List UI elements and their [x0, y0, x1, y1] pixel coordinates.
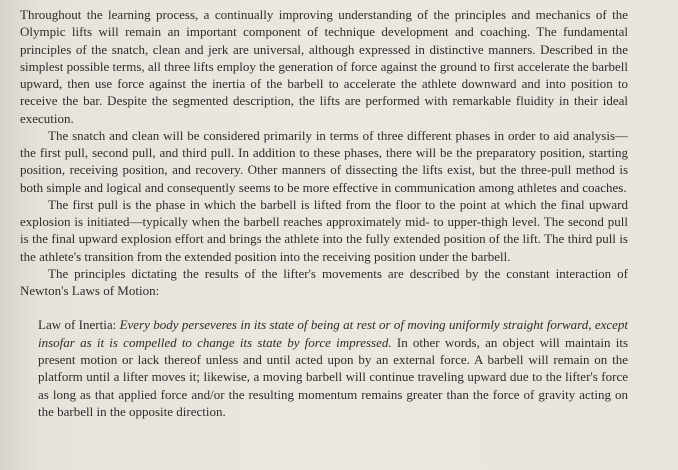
paragraph-pulls: The first pull is the phase in which the barbell is lifted from the floor to the point at which the final upward explosion is initiated—typically when the barbell reaches approximately mid- to upper-thigh level. The second pull is the final upward explosion effort and brings the athlete into the fully extended position of the lift. The third pull is the athlete's transition from the extended position into the receiving position under the barbell.	[20, 196, 628, 264]
paragraph-newton: The principles dictating the results of the lifter's movements are described by the constant interaction of Newton's Laws of Motion:	[20, 265, 628, 298]
law-of-inertia	[20, 316, 628, 420]
paragraph-intro: Throughout the learning process, a continually improving understanding of the principles and mechanics of the Olympic lifts will remain an important component of technique development and coaching. The fundamental principles of the snatch, clean and jerk are universal, although expressed in distinctive manners. Described in the simplest possible terms, all three lifts employ the generation of force against the ground to first accelerate the barbell upward, then use force against the inertia of the barbell to accelerate the athlete downward and into position to receive the bar. Despite the segmented description, the lifts are performed with remarkable fluidity in their ideal execution.	[20, 7, 628, 126]
law-title: Law of Inertia:	[38, 317, 117, 333]
law-quote: Every body perseveres in its state of being at rest or of moving uniformly straight forward, except insofar as it is compelled to change its state by force impressed.	[38, 317, 629, 350]
law-explanation: In other words, an object will maintain its present motion or lack thereof unless and until acted upon by an external force. A barbell will remain on the platform until a lifter moves it; likewise, a moving barbell will continue traveling upward due to the lifter's force as long as that applied force and/or the resulting momentum remains greater than the force of gravity acting on the barbell in the opposite direction.	[38, 334, 629, 420]
section-spacer	[20, 299, 628, 316]
paragraph-phases: The snatch and clean will be considered primarily in terms of three different phases in order to aid analysis—the first pull, second pull, and third pull. In addition to these phases, there will be the preparatory position, starting position, receiving position, and recovery. Other manners of dissecting the lifts exist, but the three-pull method is both simple and logical and consequently seems to be more effective in communication among athletes and coaches.	[20, 127, 628, 195]
